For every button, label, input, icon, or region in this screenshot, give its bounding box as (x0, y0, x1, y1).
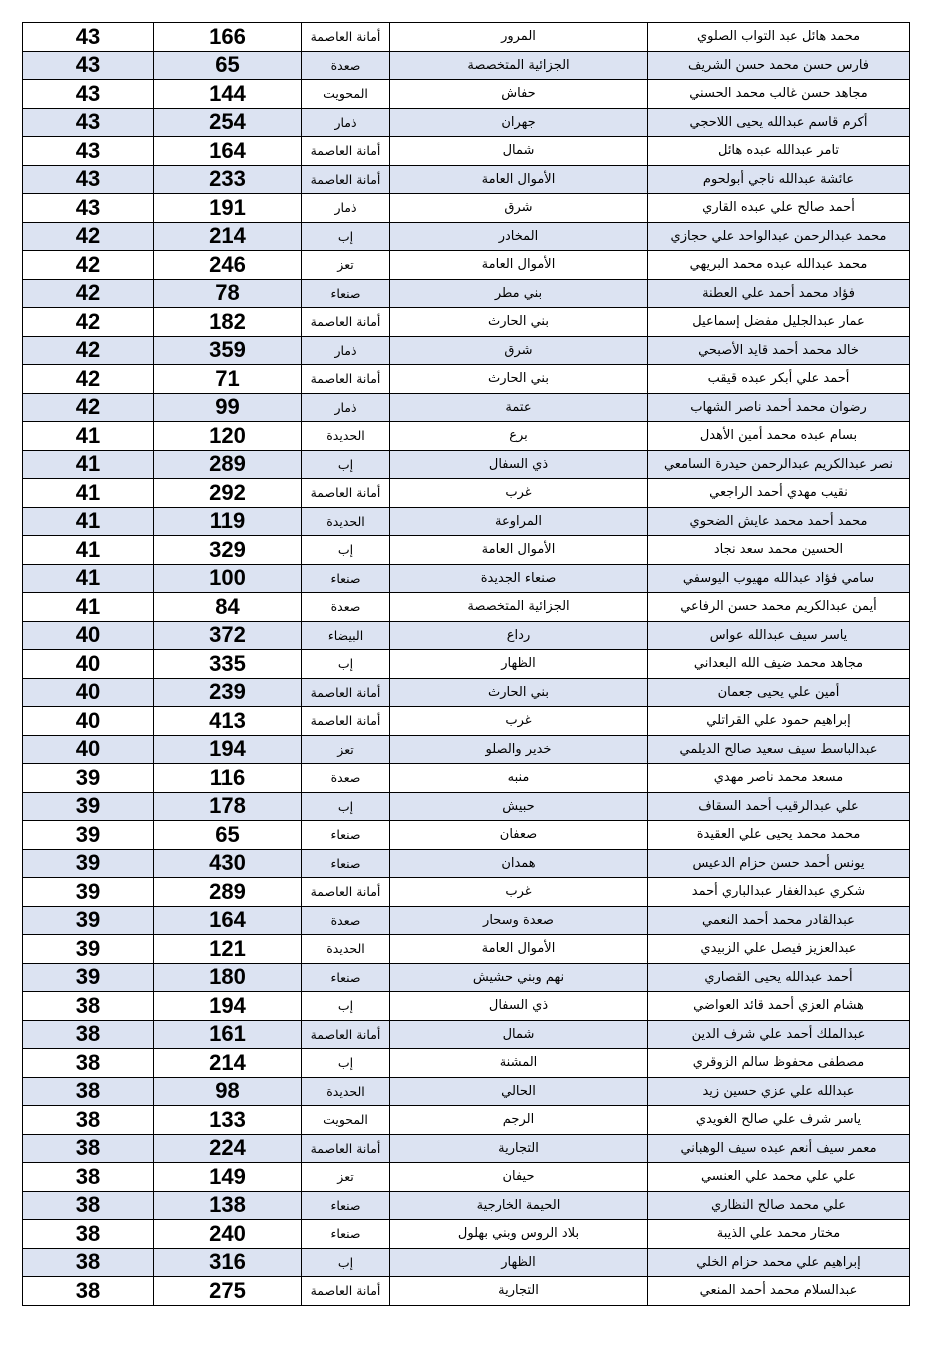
governorate-cell: أمانة العاصمة (302, 165, 390, 194)
name-cell: علي محمد صالح النظاري (648, 1191, 910, 1220)
governorate-cell: المحويت (302, 80, 390, 109)
district-cell: صعدة وسحار (390, 906, 648, 935)
number-cell: 78 (154, 279, 302, 308)
governorate-cell: الحديدة (302, 422, 390, 451)
district-cell: الظهار (390, 650, 648, 679)
table-row (23, 51, 910, 80)
number-cell: 144 (154, 80, 302, 109)
score-cell: 39 (23, 878, 154, 907)
district-cell: غرب (390, 479, 648, 508)
governorate-cell: صعدة (302, 51, 390, 80)
table-row (23, 678, 910, 707)
governorate-cell: أمانة العاصمة (302, 1020, 390, 1049)
district-cell: الحالي (390, 1077, 648, 1106)
table-row (23, 279, 910, 308)
governorate-cell: أمانة العاصمة (302, 1277, 390, 1306)
name-cell: مجاهد حسن غالب محمد الحسني (648, 80, 910, 109)
score-cell: 42 (23, 336, 154, 365)
governorate-cell: ذمار (302, 108, 390, 137)
number-cell: 133 (154, 1106, 302, 1135)
district-cell: ذي السفال (390, 450, 648, 479)
governorate-cell: أمانة العاصمة (302, 308, 390, 337)
name-cell: علي علي محمد علي العنسي (648, 1163, 910, 1192)
number-cell: 138 (154, 1191, 302, 1220)
score-cell: 40 (23, 650, 154, 679)
governorate-cell: أمانة العاصمة (302, 878, 390, 907)
number-cell: 166 (154, 23, 302, 52)
name-cell: أيمن عبدالكريم محمد حسن الرفاعي (648, 593, 910, 622)
name-cell: نقيب مهدي أحمد الراجعي (648, 479, 910, 508)
score-cell: 42 (23, 251, 154, 280)
number-cell: 329 (154, 536, 302, 565)
table-row (23, 621, 910, 650)
number-cell: 214 (154, 222, 302, 251)
name-cell: مسعد محمد ناصر مهدي (648, 764, 910, 793)
number-cell: 292 (154, 479, 302, 508)
governorate-cell: أمانة العاصمة (302, 707, 390, 736)
score-cell: 39 (23, 906, 154, 935)
number-cell: 119 (154, 507, 302, 536)
score-cell: 38 (23, 1191, 154, 1220)
table-row (23, 707, 910, 736)
district-cell: المخادر (390, 222, 648, 251)
name-cell: عبدالقادر محمد أحمد النعمي (648, 906, 910, 935)
name-cell: محمد أحمد محمد عايش الضحوي (648, 507, 910, 536)
number-cell: 359 (154, 336, 302, 365)
governorate-cell: الحديدة (302, 507, 390, 536)
table-row (23, 1220, 910, 1249)
governorate-cell: إب (302, 450, 390, 479)
table-row (23, 365, 910, 394)
governorate-cell: أمانة العاصمة (302, 365, 390, 394)
name-cell: سامي فؤاد عبدالله مهيوب اليوسفي (648, 564, 910, 593)
district-cell: عتمة (390, 393, 648, 422)
table-row (23, 1077, 910, 1106)
score-cell: 41 (23, 593, 154, 622)
governorate-cell: صنعاء (302, 963, 390, 992)
district-cell: حبيش (390, 792, 648, 821)
table-row (23, 963, 910, 992)
governorate-cell: صنعاء (302, 564, 390, 593)
score-cell: 42 (23, 365, 154, 394)
results-table-body (23, 23, 910, 1306)
district-cell: الرجم (390, 1106, 648, 1135)
table-row (23, 1163, 910, 1192)
district-cell: الأموال العامة (390, 536, 648, 565)
governorate-cell: الحديدة (302, 1077, 390, 1106)
number-cell: 180 (154, 963, 302, 992)
table-row (23, 821, 910, 850)
number-cell: 275 (154, 1277, 302, 1306)
number-cell: 99 (154, 393, 302, 422)
district-cell: غرب (390, 878, 648, 907)
name-cell: معمر سيف أنعم عبده سيف الوهباني (648, 1134, 910, 1163)
table-row (23, 165, 910, 194)
governorate-cell: إب (302, 1248, 390, 1277)
name-cell: يونس أحمد حسن حزام الدعيس (648, 849, 910, 878)
number-cell: 149 (154, 1163, 302, 1192)
governorate-cell: إب (302, 536, 390, 565)
table-row (23, 137, 910, 166)
number-cell: 194 (154, 992, 302, 1021)
district-cell: بلاد الروس وبني بهلول (390, 1220, 648, 1249)
table-row (23, 650, 910, 679)
score-cell: 38 (23, 1277, 154, 1306)
name-cell: أحمد صالح علي عبده القاري (648, 194, 910, 223)
score-cell: 38 (23, 1077, 154, 1106)
score-cell: 39 (23, 963, 154, 992)
table-row (23, 1277, 910, 1306)
table-row (23, 194, 910, 223)
name-cell: رضوان محمد أحمد ناصر الشهاب (648, 393, 910, 422)
table-row (23, 479, 910, 508)
governorate-cell: إب (302, 792, 390, 821)
score-cell: 40 (23, 678, 154, 707)
table-row (23, 1191, 910, 1220)
number-cell: 116 (154, 764, 302, 793)
score-cell: 42 (23, 393, 154, 422)
table-row (23, 564, 910, 593)
district-cell: بني مطر (390, 279, 648, 308)
table-row (23, 735, 910, 764)
district-cell: همدان (390, 849, 648, 878)
score-cell: 39 (23, 764, 154, 793)
table-row (23, 108, 910, 137)
number-cell: 224 (154, 1134, 302, 1163)
district-cell: منبه (390, 764, 648, 793)
table-row (23, 1020, 910, 1049)
governorate-cell: تعز (302, 251, 390, 280)
governorate-cell: تعز (302, 735, 390, 764)
score-cell: 43 (23, 137, 154, 166)
name-cell: إبراهيم علي محمد حزام الخلي (648, 1248, 910, 1277)
table-row (23, 935, 910, 964)
name-cell: عائشة عبدالله ناجي أبولحوم (648, 165, 910, 194)
name-cell: أكرم قاسم عبدالله يحيى اللاحجي (648, 108, 910, 137)
number-cell: 254 (154, 108, 302, 137)
governorate-cell: ذمار (302, 194, 390, 223)
table-row (23, 422, 910, 451)
district-cell: بني الحارث (390, 365, 648, 394)
district-cell: شرق (390, 336, 648, 365)
district-cell: ذي السفال (390, 992, 648, 1021)
district-cell: برع (390, 422, 648, 451)
governorate-cell: ذمار (302, 393, 390, 422)
table-row (23, 393, 910, 422)
score-cell: 42 (23, 222, 154, 251)
name-cell: عبدالسلام محمد أحمد المنعي (648, 1277, 910, 1306)
number-cell: 182 (154, 308, 302, 337)
name-cell: مصطفى محفوظ سالم الزوقري (648, 1049, 910, 1078)
score-cell: 43 (23, 108, 154, 137)
score-cell: 41 (23, 479, 154, 508)
district-cell: المشنة (390, 1049, 648, 1078)
name-cell: تامر عبدالله عبده هائل (648, 137, 910, 166)
name-cell: الحسين محمد سعد نجاد (648, 536, 910, 565)
number-cell: 121 (154, 935, 302, 964)
governorate-cell: صعدة (302, 764, 390, 793)
governorate-cell: أمانة العاصمة (302, 1134, 390, 1163)
score-cell: 40 (23, 735, 154, 764)
district-cell: الأموال العامة (390, 165, 648, 194)
district-cell: التجارية (390, 1134, 648, 1163)
governorate-cell: ذمار (302, 336, 390, 365)
number-cell: 233 (154, 165, 302, 194)
score-cell: 38 (23, 1248, 154, 1277)
governorate-cell: إب (302, 222, 390, 251)
name-cell: عبدالملك أحمد علي شرف الدين (648, 1020, 910, 1049)
name-cell: هشام العزي أحمد قائد العواضي (648, 992, 910, 1021)
governorate-cell: الحديدة (302, 935, 390, 964)
table-row (23, 336, 910, 365)
name-cell: عبدالباسط سيف سعيد صالح الديلمي (648, 735, 910, 764)
district-cell: بني الحارث (390, 308, 648, 337)
score-cell: 38 (23, 1163, 154, 1192)
score-cell: 41 (23, 422, 154, 451)
table-row (23, 80, 910, 109)
score-cell: 43 (23, 194, 154, 223)
governorate-cell: أمانة العاصمة (302, 479, 390, 508)
governorate-cell: صنعاء (302, 1191, 390, 1220)
score-cell: 39 (23, 821, 154, 850)
score-cell: 40 (23, 707, 154, 736)
number-cell: 164 (154, 906, 302, 935)
table-row (23, 308, 910, 337)
table-row (23, 992, 910, 1021)
score-cell: 41 (23, 450, 154, 479)
score-cell: 42 (23, 308, 154, 337)
number-cell: 214 (154, 1049, 302, 1078)
table-row (23, 1134, 910, 1163)
district-cell: شمال (390, 137, 648, 166)
district-cell: التجارية (390, 1277, 648, 1306)
score-cell: 39 (23, 935, 154, 964)
number-cell: 178 (154, 792, 302, 821)
district-cell: الظهار (390, 1248, 648, 1277)
table-row (23, 906, 910, 935)
name-cell: ياسر شرف علي صالح الغويدي (648, 1106, 910, 1135)
governorate-cell: إب (302, 650, 390, 679)
score-cell: 38 (23, 1020, 154, 1049)
number-cell: 100 (154, 564, 302, 593)
score-cell: 41 (23, 507, 154, 536)
number-cell: 71 (154, 365, 302, 394)
score-cell: 41 (23, 564, 154, 593)
name-cell: شكري عبدالغفار عبدالباري أحمد (648, 878, 910, 907)
number-cell: 65 (154, 821, 302, 850)
number-cell: 164 (154, 137, 302, 166)
number-cell: 161 (154, 1020, 302, 1049)
table-row (23, 1106, 910, 1135)
table-row (23, 450, 910, 479)
table-row (23, 849, 910, 878)
name-cell: فؤاد محمد أحمد علي العطنة (648, 279, 910, 308)
results-table (22, 22, 910, 1306)
number-cell: 372 (154, 621, 302, 650)
number-cell: 289 (154, 450, 302, 479)
name-cell: عبدالعزيز فيصل علي الزبيدي (648, 935, 910, 964)
district-cell: خدير والصلو (390, 735, 648, 764)
table-row (23, 23, 910, 52)
name-cell: نصر عبدالكريم عبدالرحمن حيدرة السامعي (648, 450, 910, 479)
governorate-cell: إب (302, 1049, 390, 1078)
district-cell: حيفان (390, 1163, 648, 1192)
district-cell: حفاش (390, 80, 648, 109)
name-cell: علي عبدالرقيب أحمد السقاف (648, 792, 910, 821)
score-cell: 43 (23, 23, 154, 52)
score-cell: 43 (23, 51, 154, 80)
district-cell: الأموال العامة (390, 935, 648, 964)
score-cell: 38 (23, 1049, 154, 1078)
governorate-cell: أمانة العاصمة (302, 137, 390, 166)
district-cell: الجزائية المتخصصة (390, 51, 648, 80)
number-cell: 289 (154, 878, 302, 907)
number-cell: 413 (154, 707, 302, 736)
name-cell: أمين علي يحيى جعمان (648, 678, 910, 707)
table-row (23, 593, 910, 622)
number-cell: 246 (154, 251, 302, 280)
district-cell: نهم وبني حشيش (390, 963, 648, 992)
number-cell: 194 (154, 735, 302, 764)
name-cell: بسام عبده محمد أمين الأهدل (648, 422, 910, 451)
table-row (23, 536, 910, 565)
score-cell: 43 (23, 165, 154, 194)
score-cell: 39 (23, 849, 154, 878)
governorate-cell: صعدة (302, 906, 390, 935)
score-cell: 41 (23, 536, 154, 565)
district-cell: شمال (390, 1020, 648, 1049)
name-cell: مجاهد محمد ضيف الله البعداني (648, 650, 910, 679)
score-cell: 42 (23, 279, 154, 308)
name-cell: إبراهيم حمود علي القراتلي (648, 707, 910, 736)
governorate-cell: صعدة (302, 593, 390, 622)
district-cell: شرق (390, 194, 648, 223)
governorate-cell: أمانة العاصمة (302, 23, 390, 52)
name-cell: ياسر سيف عبدالله عواس (648, 621, 910, 650)
governorate-cell: صنعاء (302, 821, 390, 850)
name-cell: محمد محمد يحيى علي العقيدة (648, 821, 910, 850)
score-cell: 39 (23, 792, 154, 821)
governorate-cell: أمانة العاصمة (302, 678, 390, 707)
number-cell: 98 (154, 1077, 302, 1106)
name-cell: أحمد علي أبكر عبده قيقب (648, 365, 910, 394)
table-row (23, 507, 910, 536)
district-cell: المراوعة (390, 507, 648, 536)
district-cell: الجزائية المتخصصة (390, 593, 648, 622)
name-cell: فارس حسن محمد حسن الشريف (648, 51, 910, 80)
number-cell: 430 (154, 849, 302, 878)
governorate-cell: صنعاء (302, 849, 390, 878)
number-cell: 239 (154, 678, 302, 707)
governorate-cell: تعز (302, 1163, 390, 1192)
table-row (23, 222, 910, 251)
number-cell: 240 (154, 1220, 302, 1249)
district-cell: الأموال العامة (390, 251, 648, 280)
table-row (23, 251, 910, 280)
governorate-cell: صنعاء (302, 279, 390, 308)
score-cell: 38 (23, 992, 154, 1021)
name-cell: خالد محمد أحمد قايد الأصبحي (648, 336, 910, 365)
name-cell: محمد عبدالرحمن عبدالواحد علي حجازي (648, 222, 910, 251)
score-cell: 40 (23, 621, 154, 650)
name-cell: محمد عبدالله عبده محمد البريهي (648, 251, 910, 280)
score-cell: 38 (23, 1220, 154, 1249)
number-cell: 191 (154, 194, 302, 223)
district-cell: رداع (390, 621, 648, 650)
table-row (23, 878, 910, 907)
governorate-cell: إب (302, 992, 390, 1021)
name-cell: عبدالله علي عزي حسين زيد (648, 1077, 910, 1106)
governorate-cell: البيضاء (302, 621, 390, 650)
table-row (23, 1248, 910, 1277)
district-cell: صنعاء الجديدة (390, 564, 648, 593)
district-cell: غرب (390, 707, 648, 736)
score-cell: 38 (23, 1134, 154, 1163)
name-cell: أحمد عبدالله يحيى القصاري (648, 963, 910, 992)
name-cell: مختار محمد علي الذيبة (648, 1220, 910, 1249)
number-cell: 65 (154, 51, 302, 80)
district-cell: الحيمة الخارجية (390, 1191, 648, 1220)
governorate-cell: المحويت (302, 1106, 390, 1135)
district-cell: المرور (390, 23, 648, 52)
district-cell: بني الحارث (390, 678, 648, 707)
number-cell: 120 (154, 422, 302, 451)
district-cell: جهران (390, 108, 648, 137)
table-row (23, 764, 910, 793)
governorate-cell: صنعاء (302, 1220, 390, 1249)
score-cell: 38 (23, 1106, 154, 1135)
number-cell: 84 (154, 593, 302, 622)
table-row (23, 1049, 910, 1078)
number-cell: 335 (154, 650, 302, 679)
name-cell: محمد هائل عبد التواب الصلوي (648, 23, 910, 52)
number-cell: 316 (154, 1248, 302, 1277)
name-cell: عمار عبدالجليل مفضل إسماعيل (648, 308, 910, 337)
table-row (23, 792, 910, 821)
district-cell: صعفان (390, 821, 648, 850)
score-cell: 43 (23, 80, 154, 109)
